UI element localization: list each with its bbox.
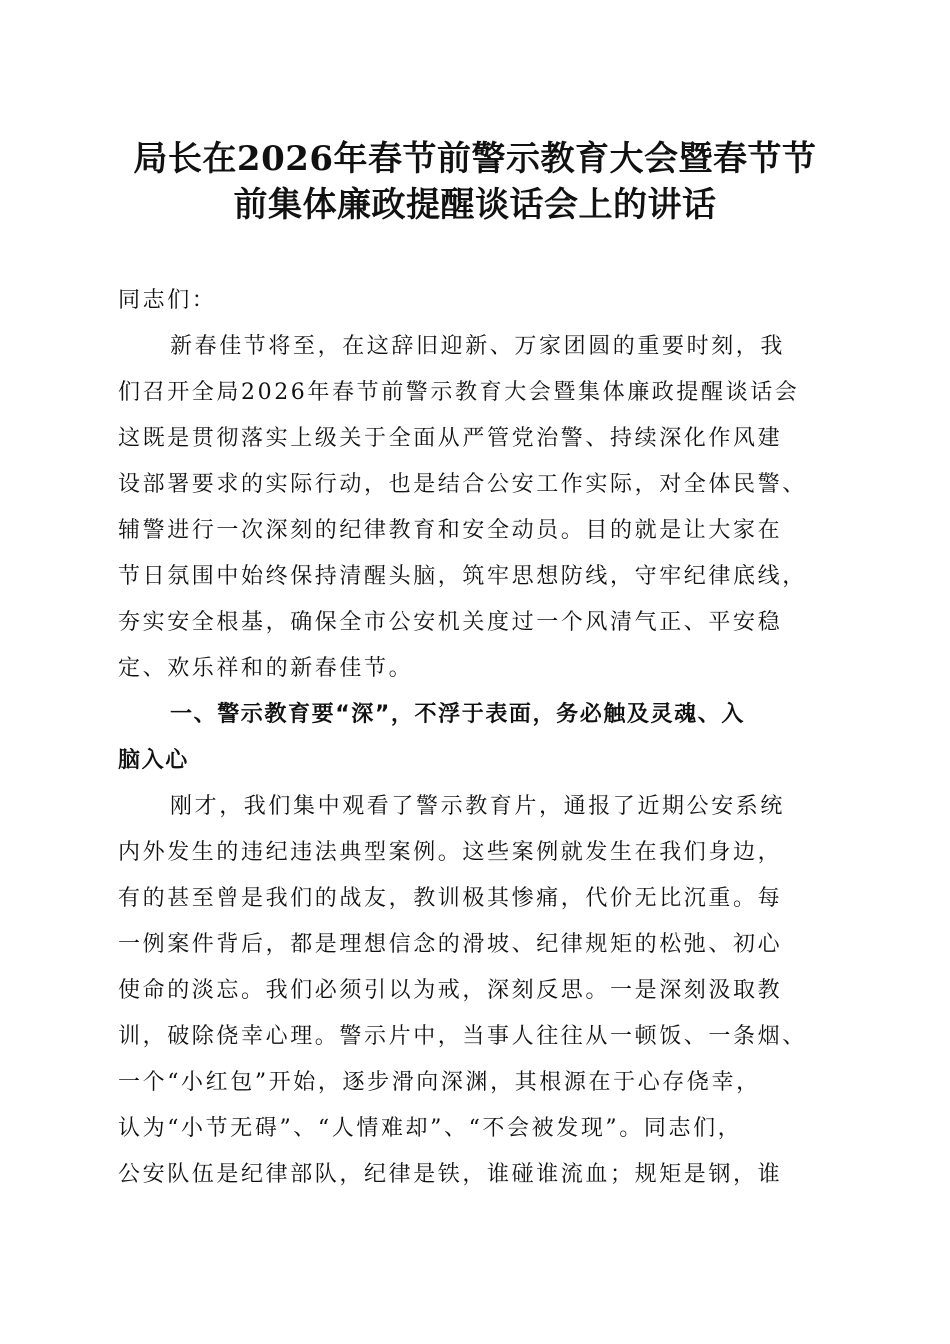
paragraph-line: 节日氛围中始终保持清醒头脑，筑牢思想防线，守牢纪律底线， — [118, 564, 807, 589]
paragraph-line: 设部署要求的实际行动，也是结合公安工作实际，对全体民警、 — [118, 472, 807, 497]
paragraph-line: 训，破除侥幸心理。警示片中，当事人往往从一顿饭、一条烟、 — [118, 1024, 807, 1049]
paragraph-line: 夯实安全根基，确保全市公安机关度过一个风清气正、平安稳 — [118, 610, 783, 635]
paragraph-line: 这既是贯彻落实上级关于全面从严管党治警、持续深化作风建 — [118, 426, 783, 451]
paragraph-line: 辅警进行一次深刻的纪律教育和安全动员。目的就是让大家在 — [118, 518, 783, 543]
paragraph-line: 有的甚至曾是我们的战友，教训极其惨痛，代价无比沉重。每 — [118, 886, 783, 911]
paragraph-line: 公安队伍是纪律部队，纪律是铁，谁碰谁流血；规矩是钢，谁 — [118, 1162, 783, 1187]
paragraph-line: 新春佳节将至，在这辞旧迎新、万家团圆的重要时刻，我 — [170, 334, 786, 359]
paragraph-line: 一个“小红包”开始，逐步滑向深渊，其根源在于心存侥幸， — [118, 1070, 761, 1095]
paragraph-line: 定、欢乐祥和的新春佳节。 — [118, 656, 414, 681]
paragraph-line: 认为“小节无碍”、“人情难却”、“不会被发现”。同志们， — [118, 1116, 743, 1141]
page-title — [100, 136, 850, 228]
section-paragraph — [118, 784, 838, 1198]
heading-line: 一、警示教育要“深”，不浮于表面，务必触及灵魂、入 — [170, 702, 745, 727]
salutation: 同志们： — [118, 288, 217, 313]
opening-paragraph — [118, 324, 838, 692]
section-heading — [118, 692, 838, 784]
paragraph-line: 一例案件背后，都是理想信念的滑坡、纪律规矩的松弛、初心 — [118, 932, 783, 957]
heading-line: 脑入心 — [118, 748, 189, 773]
paragraph-line: 刚才，我们集中观看了警示教育片，通报了近期公安系统 — [170, 794, 786, 819]
paragraph-line: 使命的淡忘。我们必须引以为戒，深刻反思。一是深刻汲取教 — [118, 978, 783, 1003]
paragraph-line: 们召开全局2026年春节前警示教育大会暨集体廉政提醒谈话会 — [118, 380, 800, 405]
title-line-2: 前集体廉政提醒谈话会上的讲话 — [233, 185, 717, 225]
document-body — [118, 278, 838, 1198]
title-line-1: 局长在2026年春节前警示教育大会暨春节节 — [133, 139, 817, 179]
paragraph-line: 内外发生的违纪违法典型案例。这些案例就发生在我们身边， — [118, 840, 783, 865]
